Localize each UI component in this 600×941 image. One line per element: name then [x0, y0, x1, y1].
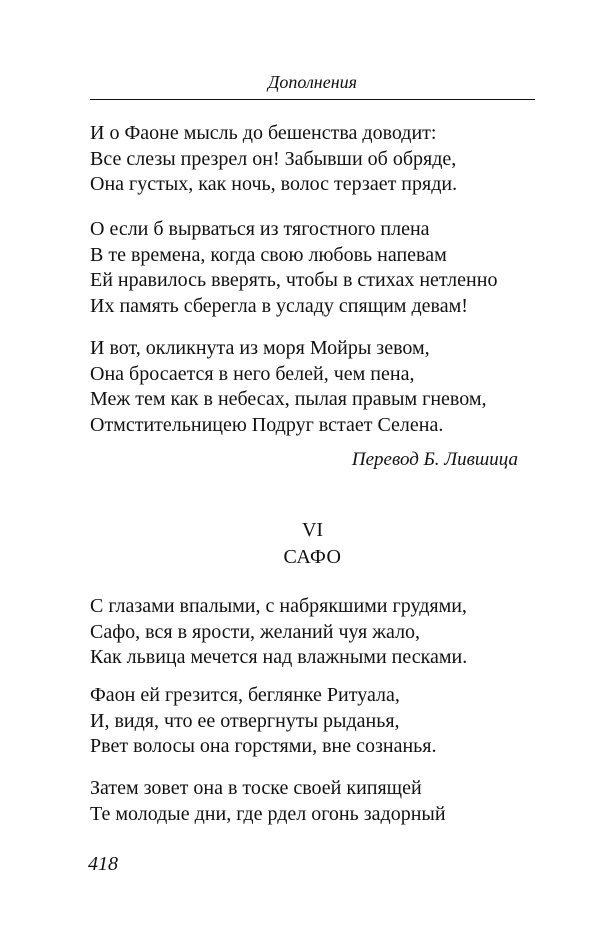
verse-line: Ей нравилось вверять, чтобы в стихах нетленно	[90, 269, 498, 291]
stanza-1	[90, 121, 540, 198]
header-rule	[90, 99, 535, 100]
verse-line: И, видя, что ее отвергнуты рыданья,	[90, 709, 400, 732]
stanza-6	[90, 776, 540, 827]
section-title: САФО	[283, 546, 342, 568]
verse-line: Отмстительницею Подруг встает Селена.	[90, 413, 444, 436]
verse-line: Рвет волосы она горстями, вне сознанья.	[90, 735, 437, 757]
verse-line: Сафо, вся в ярости, желаний чуя жало,	[90, 620, 421, 643]
translator-credit: Перевод Б. Лившица	[351, 449, 518, 470]
verse-line: Она бросается в него белей, чем пена,	[90, 362, 415, 385]
stanza-2	[90, 217, 540, 319]
verse-line: Все слезы презрел он! Забывши об обряде,	[90, 147, 457, 170]
verse-line: И вот, окликнута из моря Мойры зевом,	[90, 337, 430, 359]
verse-line: Их память сберегла в усладу спящим девам!	[90, 294, 468, 317]
page-number: 418	[88, 853, 118, 875]
verse-line: Затем зовет она в тоске своей кипящей	[90, 777, 422, 799]
verse-line: Как львица мечется над влажными песками.	[90, 646, 468, 668]
verse-line: Меж тем как в небесах, пылая правым гневом,	[90, 388, 487, 410]
stanza-5	[90, 683, 540, 760]
verse-line: Те молодые дни, где рдел огонь задорный	[90, 802, 446, 825]
stanza-4	[90, 594, 540, 671]
verse-line: Она густых, как ночь, волос терзает пряди.	[90, 173, 458, 195]
verse-line: В те времена, когда свою любовь напевам	[90, 243, 447, 266]
running-head: Дополнения	[267, 72, 358, 92]
stanza-3	[90, 336, 540, 438]
verse-line: О если б вырваться из тягостного плена	[90, 218, 430, 240]
verse-line: И о Фаоне мысль до бешенства доводит:	[90, 122, 437, 144]
verse-line: С глазами впалыми, с набрякшими грудями,	[90, 595, 467, 617]
verse-line: Фаон ей грезится, беглянке Ритуала,	[90, 684, 400, 706]
section-number: VI	[301, 519, 324, 541]
